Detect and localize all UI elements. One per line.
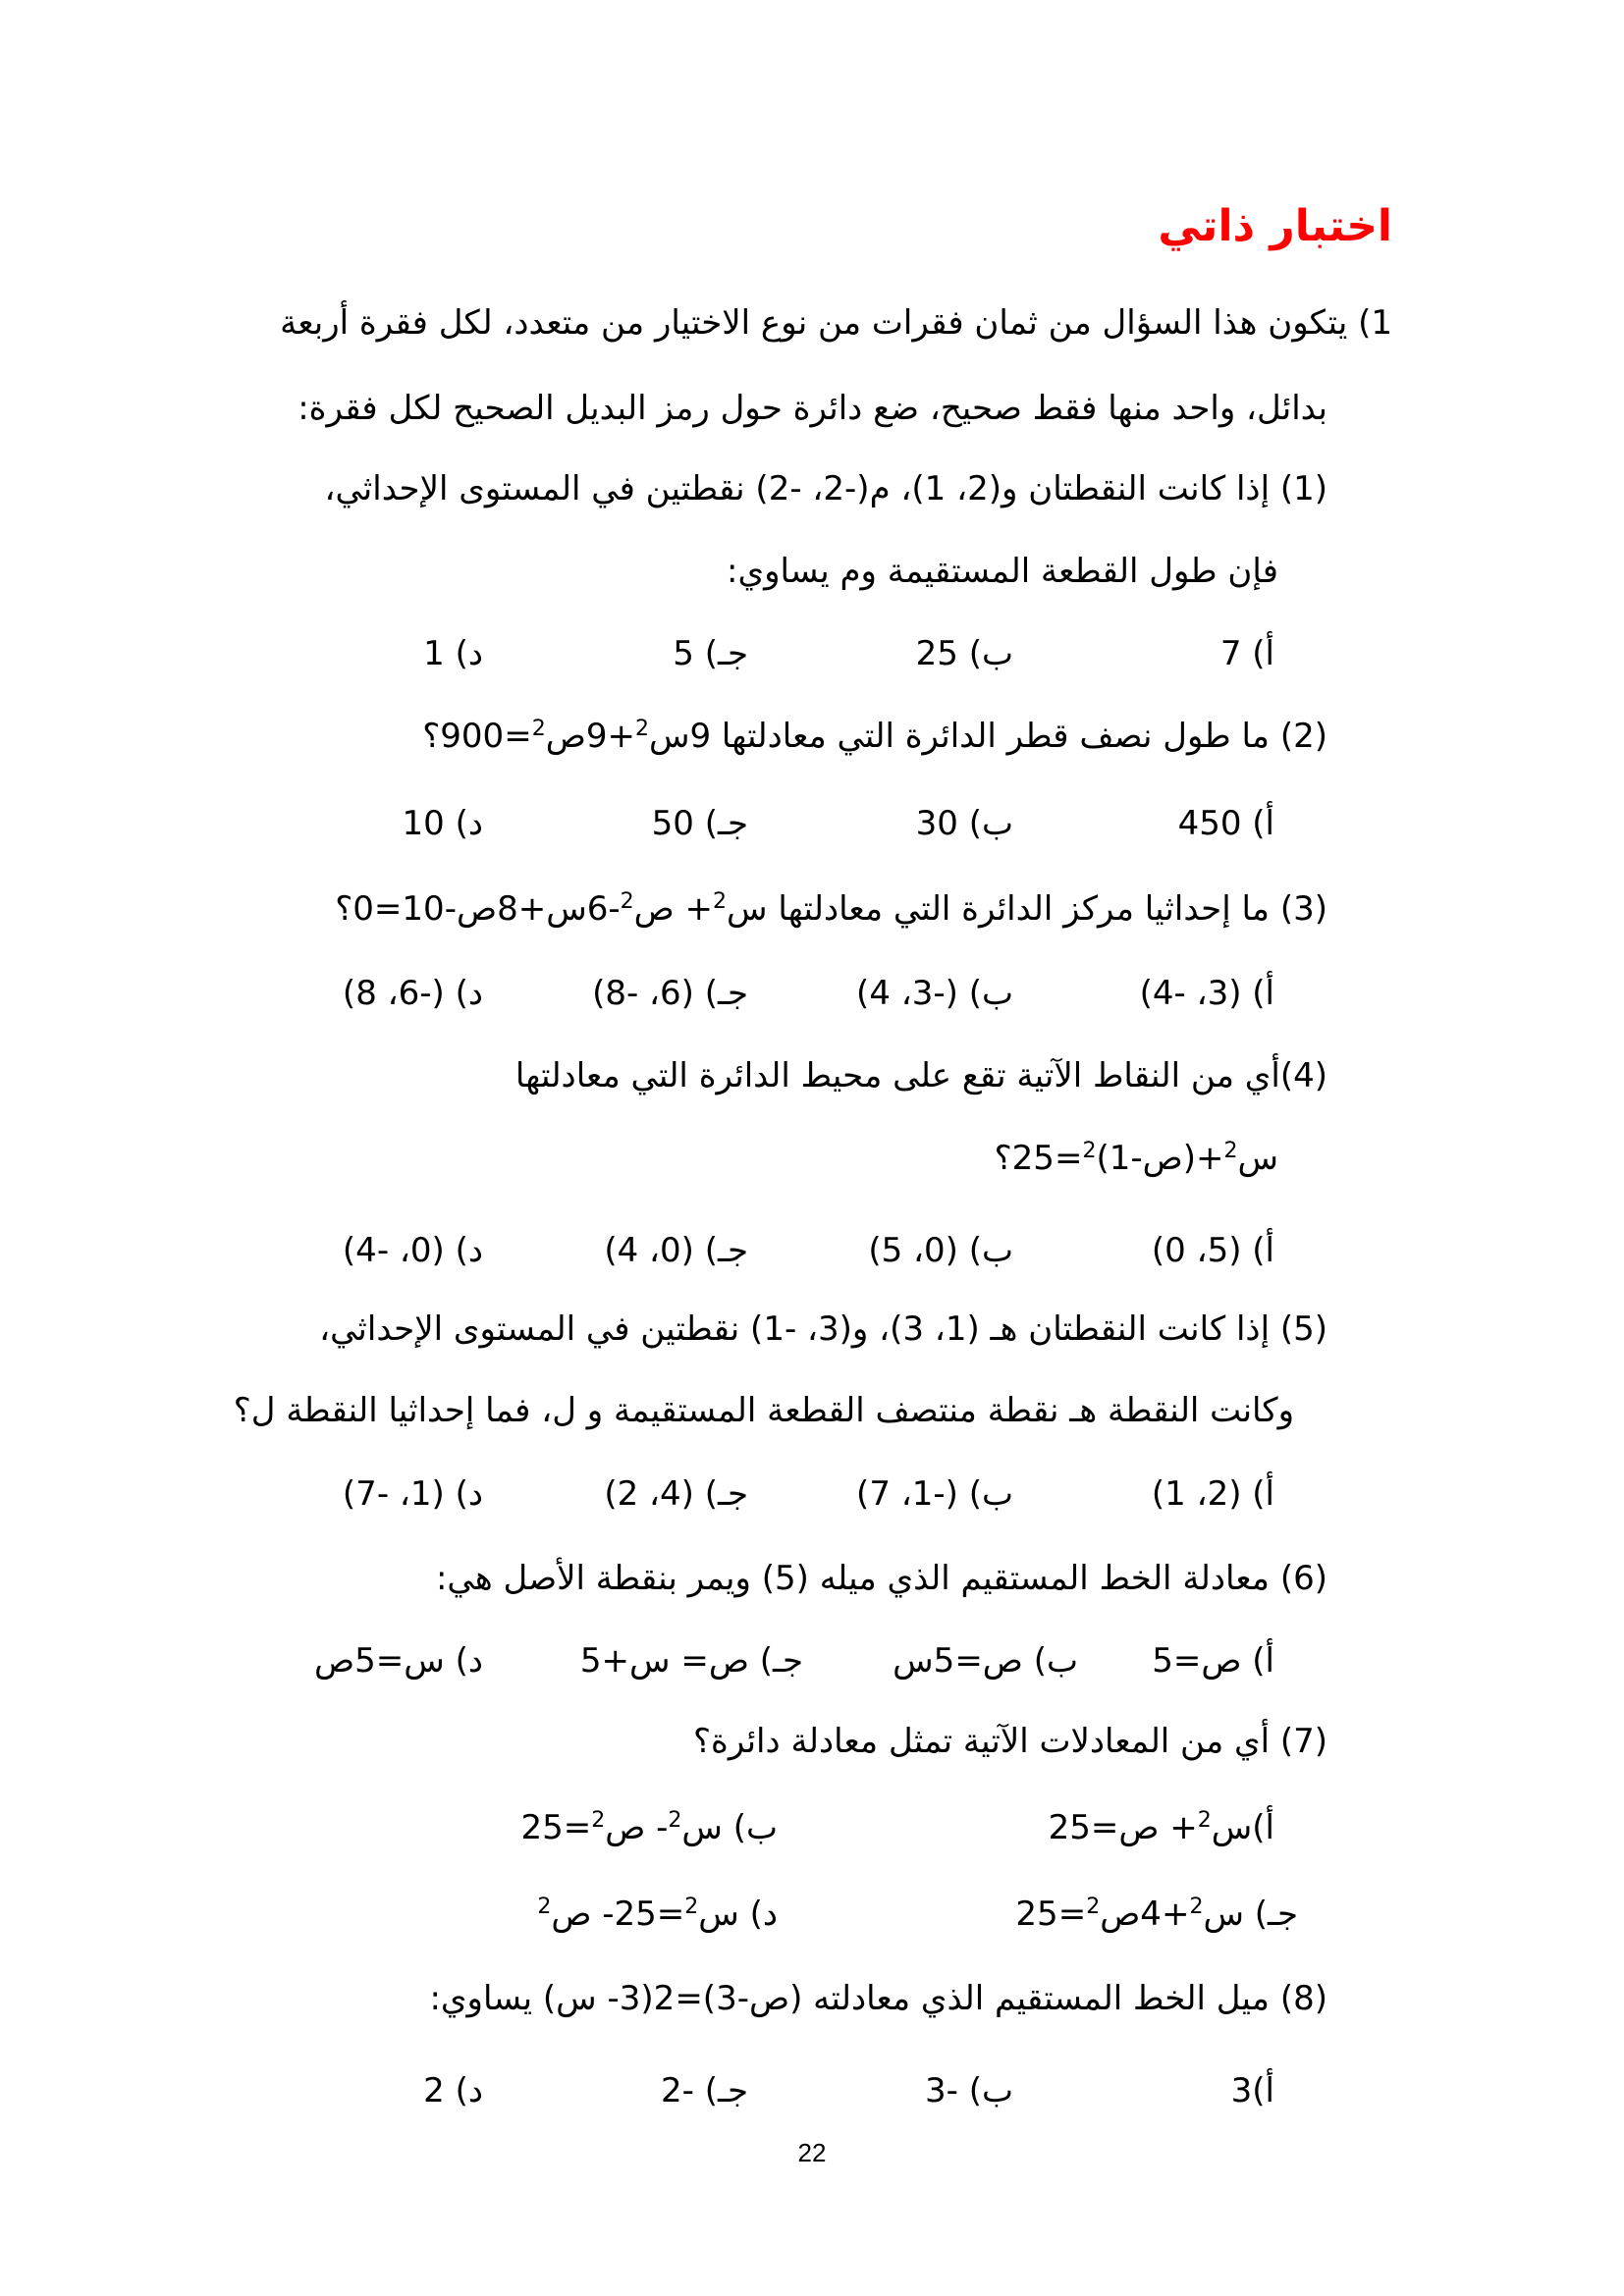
question-4-options [273,1227,1274,1274]
option-b[interactable]: ب) -3 [925,2071,1013,2110]
option-b[interactable]: ب) (-1، 7) [856,1474,1013,1514]
question-5-line-2: وكانت النقطة هـ نقطة منتصف القطعة المستقيمة و ل، فما إحداثيا النقطة ل؟ [233,1391,1294,1430]
option-c-part-1: جـ) س [1203,1895,1298,1934]
option-b-part-1: ب) س [681,1808,778,1847]
option-c[interactable]: جـ) 5 [673,634,748,673]
question-3-text-b: + ص [633,889,714,929]
option-a[interactable]: أ) (5، 0) [1151,1231,1274,1270]
option-d[interactable]: د) 1 [423,634,483,673]
option-b-part-2: - ص [605,1808,669,1847]
option-b[interactable]: ب) (0، 5) [868,1231,1013,1270]
question-4-eq-b: +(ص-1) [1096,1139,1224,1178]
question-3-text-a: (3) ما إحداثيا مركز الدائرة التي معادلتها س [727,889,1327,929]
question-6-line: (6) معادلة الخط المستقيم الذي ميله (5) ويمر بنقطة الأصل هي: [435,1559,1327,1598]
option-b[interactable]: ب) 30 [915,804,1013,843]
option-c[interactable]: جـ) 50 [651,804,748,843]
option-d[interactable]: د) س=5ص [314,1641,483,1681]
option-a[interactable]: أ) (3، -4) [1139,974,1274,1013]
question-2-text-mid: +9ص [545,717,635,756]
option-c[interactable]: جـ) (0، 4) [604,1231,748,1270]
option-b-sup-2: 2 [591,1808,606,1833]
question-4-eq-a: س [1237,1139,1278,1178]
intro-line-2: بدائل، واحد منها فقط صحيح، ضع دائرة حول رمز البديل الصحيح لكل فقرة: [298,389,1327,428]
question-5-options [273,1470,1274,1518]
question-6-options [273,1637,1274,1684]
option-a[interactable]: أ) (2، 1) [1151,1474,1274,1514]
option-a[interactable]: أ)3 [1230,2071,1274,2110]
question-8-line: (8) ميل الخط المستقيم الذي معادلته (ص-3)=2(3- س) يساوي: [429,1979,1327,2018]
option-a-part-1: أ)س [1211,1808,1274,1847]
option-c[interactable]: جـ) -2 [661,2071,748,2110]
option-a[interactable]: أ) 7 [1219,634,1274,673]
option-c[interactable]: جـ) ص= س+5 [579,1641,803,1681]
option-a[interactable]: أ) 450 [1177,804,1274,843]
option-b-sup-1: 2 [668,1808,682,1833]
question-3-sup-2: 2 [620,889,634,914]
question-2-text-before: (2) ما طول نصف قطر الدائرة التي معادلتها 9س [648,717,1327,756]
option-d-sup-2: 2 [537,1895,552,1919]
question-3-options [273,970,1274,1017]
question-4-line-1: (4)أي من النقاط الآتية تقع على محيط الدائرة التي معادلتها [514,1056,1327,1095]
page-title: اختبار ذاتي [1158,201,1392,251]
question-4-equation [995,1135,1278,1182]
option-d[interactable]: د) (0، -4) [342,1231,483,1270]
question-3-line [335,885,1327,933]
question-2-sup-1: 2 [634,717,649,741]
question-5-line-1: (5) إذا كانت النقطتان هـ (1، 3)، و(3، -1) نقطتين في المستوى الإحداثي، [319,1309,1327,1349]
option-d[interactable]: د) (-6، 8) [342,974,483,1013]
option-b[interactable]: ب) ص=5س [893,1641,1078,1681]
option-d-part-2: =25- ص [551,1895,685,1934]
option-a[interactable] [1049,1804,1274,1851]
question-2-options [273,800,1274,847]
question-7-options-row-2 [273,1891,1298,1938]
option-c[interactable]: جـ) (6، -8) [592,974,748,1013]
question-4-eq-c: =25؟ [994,1139,1083,1178]
question-4-sup-2: 2 [1082,1139,1097,1163]
option-a-part-2: + ص=25 [1048,1808,1198,1847]
option-d-sup-1: 2 [684,1895,699,1919]
option-c[interactable] [1015,1891,1298,1938]
option-c-part-3: =25 [1015,1895,1087,1934]
option-b[interactable]: ب) (-3، 4) [856,974,1013,1013]
option-a-sup-1: 2 [1197,1808,1212,1833]
option-d[interactable]: د) (1، -7) [342,1474,483,1514]
option-a[interactable]: أ) ص=5 [1152,1641,1274,1681]
question-7-line: (7) أي من المعادلات الآتية تمثل معادلة دائرة؟ [692,1722,1327,1761]
option-d[interactable]: د) 10 [402,804,483,843]
intro-line-1: 1) يتكون هذا السؤال من ثمان فقرات من نوع الاختيار من متعدد، لكل فقرة أربعة [280,303,1392,343]
question-2-sup-2: 2 [531,717,546,741]
question-8-options [273,2067,1274,2114]
question-3-text-c: -6س+8ص-10=0؟ [335,889,621,929]
question-1-options [273,630,1274,677]
question-2-text-after: =900؟ [422,717,532,756]
question-3-sup-1: 2 [713,889,728,914]
option-d-part-1: د) س [698,1895,778,1934]
question-1-line-1: (1) إذا كانت النقطتان و(2، 1)، م(-2، -2) نقطتين في المستوى الإحداثي، [324,469,1327,508]
option-d[interactable] [537,1891,778,1938]
question-1-line-2: فإن طول القطعة المستقيمة وم يساوي: [727,552,1278,591]
option-b-part-3: =25 [520,1808,592,1847]
option-d[interactable]: د) 2 [423,2071,483,2110]
option-c-sup-2: 2 [1086,1895,1101,1919]
option-b[interactable] [520,1804,778,1851]
question-4-sup-1: 2 [1223,1139,1238,1163]
option-b[interactable]: ب) 25 [915,634,1013,673]
option-c[interactable]: جـ) (4، 2) [604,1474,748,1514]
question-7-options-row-1 [273,1804,1274,1851]
option-c-part-2: +4ص [1100,1895,1190,1934]
page-number: 22 [797,2138,827,2167]
option-c-sup-1: 2 [1189,1895,1204,1919]
question-2-line [422,713,1327,760]
